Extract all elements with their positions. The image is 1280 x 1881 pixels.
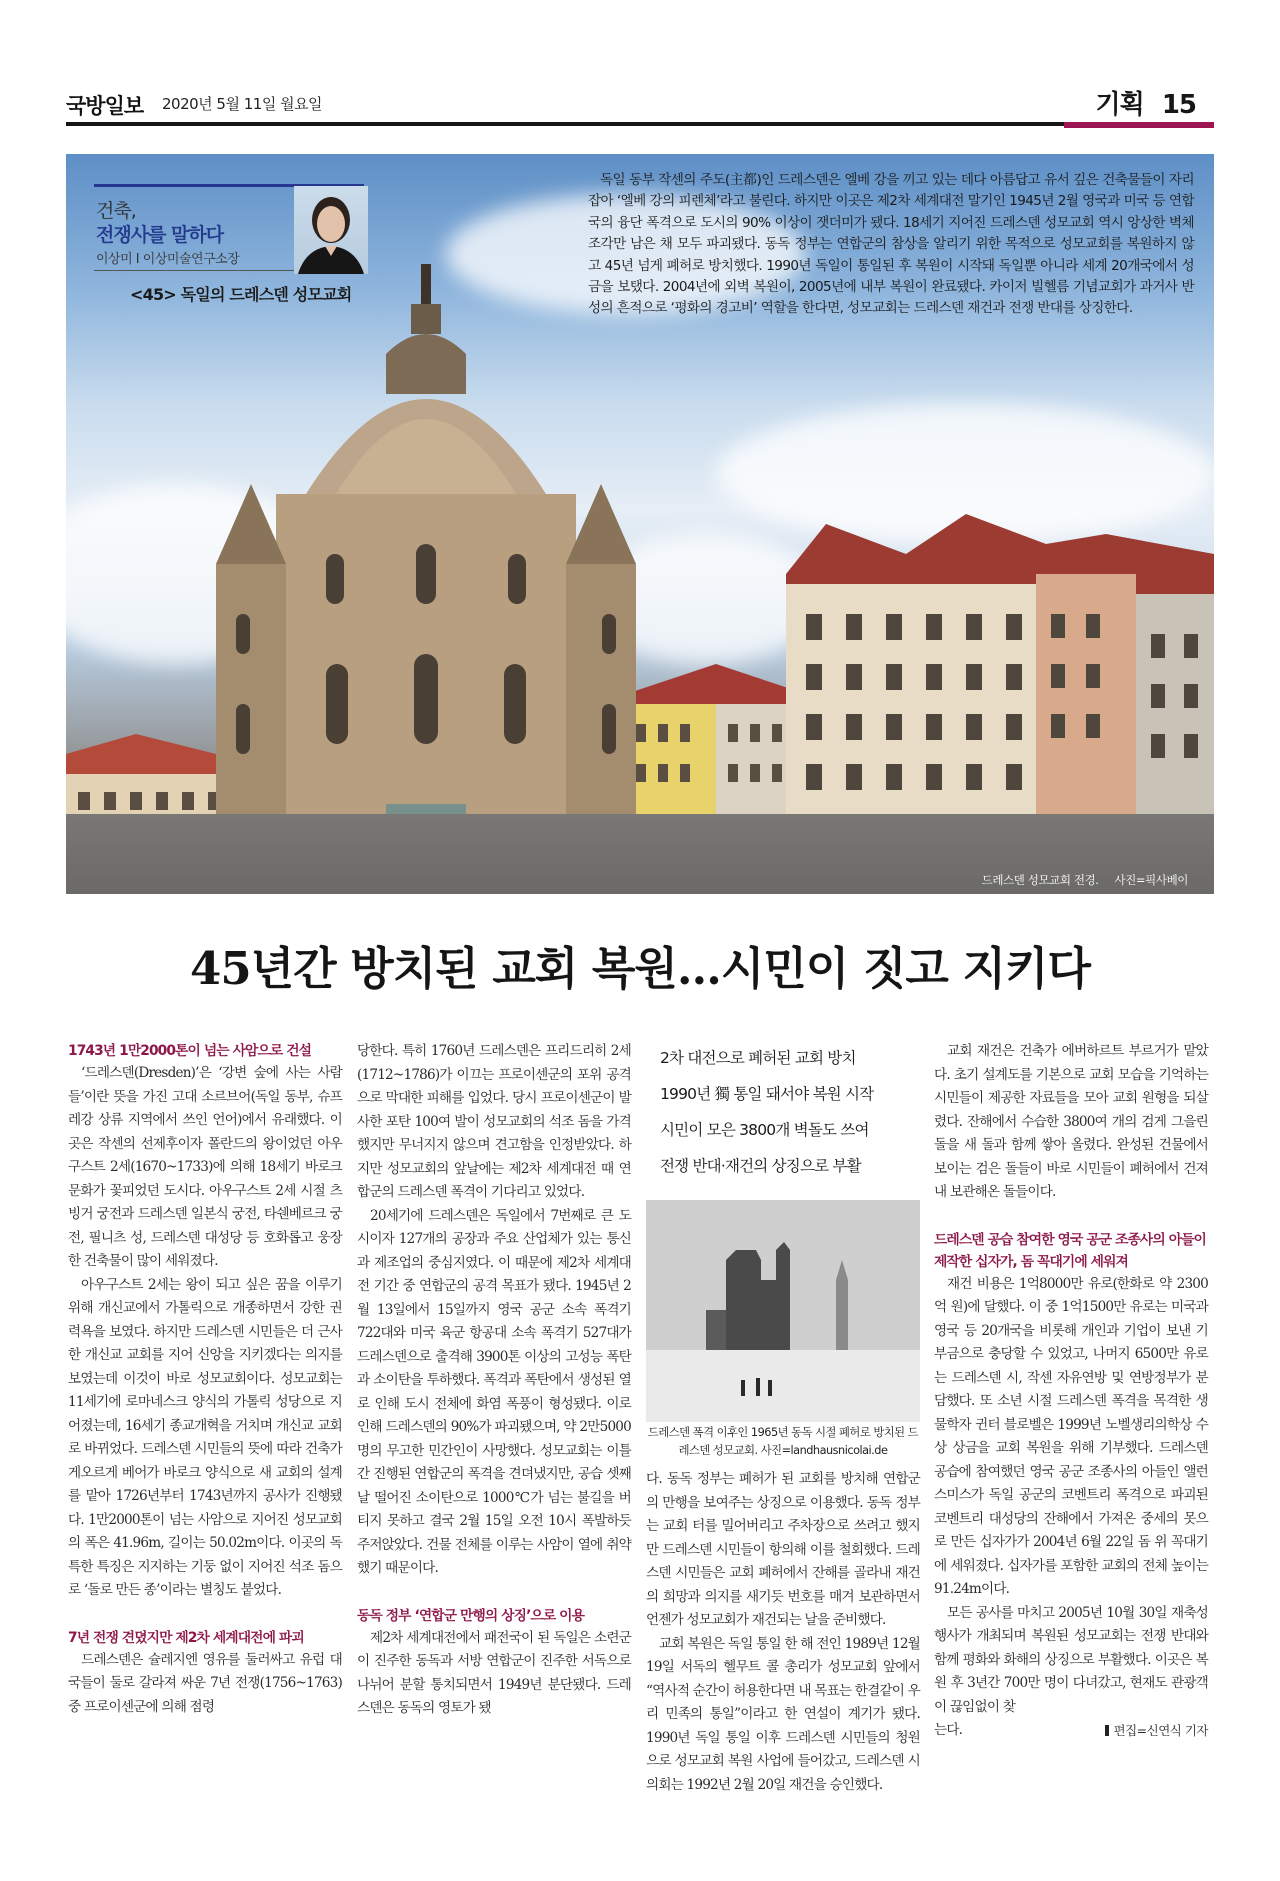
newspaper-logo: 국방일보 (66, 94, 144, 118)
section-name: 기획 (1095, 90, 1144, 120)
body-column-1 (68, 1040, 342, 1719)
masthead-rule (66, 122, 1166, 126)
body-paragraph: 당한다. 특히 1760년 드레스덴은 프리드리히 2세(1712~1786)가 이끄는 프로이센군의 포위 공격으로 막대한 피해를 입었다. 당시 프로이센군이 발사한 포탄 100여 발이 성모교회의 석조 돔을 가격했지만 무너지지 않으며 견고함을 인정받았다. 하지만 성모교회의 앞날에는 제2차 세계대전 때 연합군의 드레스덴 폭격이 기다리고 있었다. (357, 1043, 631, 1200)
sub-headline: 전쟁 반대·재건의 상징으로 부활 (660, 1157, 861, 1175)
series-kicker: 건축, (96, 200, 136, 222)
body-paragraph: ‘드레스덴(Dresden)’은 ‘강변 숲에 사는 사람들’이란 뜻을 가진 고대 소르브어(독일 동부, 슈프레강 상류 지역에서 쓰인 언어)에서 유래했다. 이곳은 작센의 선제후이자 폴란드의 왕이었던 아우구스트 2세(1670~1733)에 의해 18세기 바로크 문화가 꽃피었던 도시다. 아우구스트 2세 시절 츠빙거 궁전과 드레스덴 일본식 궁전, 타쉔베르크 궁전, 필니츠 성, 드레스덴 대성당 등 호화롭고 웅장한 건축물이 많이 세워졌다. (68, 1065, 342, 1269)
body-column-3 (646, 1040, 920, 1797)
subhead: 7년 전쟁 견뎠지만 제2차 세계대전에 파괴 (68, 1629, 304, 1646)
byline (1105, 1719, 1208, 1743)
series-author: 이상미 I 이상미술연구소장 (96, 252, 240, 267)
sub-headline: 1990년 獨 통일 돼서야 복원 시작 (660, 1085, 874, 1103)
body-column-2 (357, 1040, 631, 1721)
closing-word: 는다. (934, 1722, 963, 1738)
ruins-photo (646, 1200, 920, 1422)
hero-photo (66, 154, 1214, 894)
body-column-4 (934, 1040, 1208, 1743)
hero-photo-caption (982, 872, 1188, 888)
lead-paragraph: 독일 동부 작센의 주도(主都)인 드레스덴은 엘베 강을 끼고 있는 데다 아름답고 유서 깊은 건축물들이 자리 잡아 ‘엘베 강의 피렌체’라고 불린다. 하지만 이곳은 제2차 세계대전 말기인 1945년 2월 영국과 미국 등 연합국의 융단 폭격으로 도시의 90% 이상이 잿더미가 됐다. 18세기 지어진 드레스덴 성모교회 역시 앙상한 벽체 조각만 남은 채 모두 파괴됐다. 동독 정부는 연합군의 참상을 알리기 위한 목적으로 성모교회를 복원하지 않고 45년 넘게 폐허로 방치했다. 1990년 독일이 통일된 후 복원이 시작돼 독일뿐 아니라 세계 20개국에서 성금을 보탰다. 2004년에 외벽 복원이, 2005년에 내부 복원이 완료됐다. 카이저 빌헬름 기념교회가 과거사 반성의 흔적으로 ‘평화의 경고비’ 역할을 한다면, 성모교회는 드레스덴 재건과 전쟁 반대를 상징한다. (588, 172, 1194, 317)
body-paragraph: 교회 재건은 건축가 에버하르트 부르거가 맡았다. 초기 설계도를 기본으로 교회 모습을 기억하는 시민들이 제공한 자료들을 모아 교회 원형을 되살렸다. 잔해에서 수습한 3800여 개의 검게 그을린 돌을 새 돌과 함께 쌓아 올렸다. 완성된 건물에서 보이는 검은 돌들이 바로 시민들이 폐허에서 건져내 보관해온 돌들이다. (934, 1043, 1208, 1200)
body-paragraph: 재건 비용은 1억8000만 유로(한화로 약 2300억 원)에 달했다. 이 중 1억1500만 유로는 미국과 영국 등 20개국을 비롯해 개인과 기업이 보낸 기부금으로 충당할 수 있었고, 나머지 6500만 유로는 드레스덴 시, 작센 자유연방 및 연방정부가 분담했다. 또 소년 시절 드레스덴 폭격을 목격한 생물학자 귄터 블로벨은 1999년 노벨생리의학상 수상 상금을 교회 복원을 위해 기부했다. 드레스덴 공습에 참여했던 영국 공군 조종사의 아들인 앨런 스미스가 독일 공군의 코벤트리 폭격으로 파괴된 코벤트리 대성당의 잔해에서 가져온 중세의 못으로 만든 십자가가 2004년 6월 22일 돔 위 꼭대기에 세워졌다. 십자가를 포함한 교회의 전체 높이는 91.24m이다. (934, 1275, 1208, 1597)
author-portrait (294, 186, 368, 274)
hero-photo-credit: 사진=픽사베이 (1114, 873, 1188, 887)
issue-date: 2020년 5월 11일 월요일 (162, 95, 323, 113)
body-paragraph: 모든 공사를 마치고 2005년 10월 30일 재축성 행사가 개최되며 복원된 성모교회는 전쟁 반대와 함께 평화와 화해의 상징으로 부활했다. 이곳은 복원 후 3년간 700만 명이 다녀갔고, 현재도 관광객이 끊임없이 찾 (934, 1604, 1208, 1715)
article-headline: 45년간 방치된 교회 복원…시민이 짓고 지키다 (190, 942, 1090, 995)
section-accent-rule (1064, 122, 1214, 128)
subhead: 1743년 1만2000톤이 넘는 사암으로 건설 (68, 1043, 312, 1059)
body-paragraph: 제2차 세계대전에서 패전국이 된 독일은 소련군이 진주한 동독과 서방 연합군이 진주한 서독으로 나뉘어 분할 통치되면서 1949년 분단됐다. 드레스덴은 동독의 영토가 됐 (357, 1629, 631, 1716)
frauenkirche-illustration (216, 264, 636, 894)
series-title: 전쟁사를 말하다 (96, 224, 224, 246)
church-ruins-illustration (646, 1200, 920, 1422)
sub-headline: 2차 대전으로 폐허된 교회 방치 (660, 1049, 856, 1067)
body-paragraph: 다. 동독 정부는 폐허가 된 교회를 방치해 연합군의 만행을 보여주는 상징으로 이용했다. 동독 정부는 교회 터를 밀어버리고 주차장으로 쓰려고 했지만 드레스덴 시민들이 항의해 이를 철회했다. 드레스덴 시민들은 교회 폐허에서 잔해를 골라내 재건의 희망과 의지를 새기듯 번호를 매겨 보관하면서 언젠가 성모교회가 재건되는 날을 준비했다. (646, 1471, 920, 1628)
subhead: 드레스덴 공습 참여한 영국 공군 조종사의 아들이 제작한 십자가, 돔 꼭대기에 세워져 (934, 1231, 1206, 1270)
section-label (1096, 84, 1196, 121)
masthead (66, 84, 1214, 120)
ruins-photo-caption (646, 1424, 920, 1460)
hero-caption-text: 드레스덴 성모교회 전경. (981, 873, 1099, 887)
byline-marker-icon (1105, 1725, 1109, 1736)
byline-text: 편집=신연식 기자 (1113, 1723, 1208, 1738)
page-number: 15 (1161, 90, 1196, 120)
ruins-caption-text: 드레스덴 폭격 이후인 1965년 동독 시절 폐허로 방치된 드레스덴 성모교회. (647, 1426, 919, 1457)
series-box (94, 174, 394, 314)
sub-headline-block (646, 1040, 920, 1184)
body-paragraph: 20세기에 드레스덴은 독일에서 7번째로 큰 도시이자 127개의 공장과 주요 산업체가 있는 통신과 제조업의 중심지였다. 이 때문에 제2차 세계대전 기간 중 연합군의 공격 목표가 됐다. 1945년 2월 13일에서 15일까지 영국 공군 소속 폭격기 722대와 미국 육군 항공대 소속 폭격기 527대가 드레스덴으로 출격해 3900톤 이상의 고성능 폭탄과 소이탄을 투하했다. 폭격과 폭탄에서 생성된 열로 인해 도시 전체에 화염 폭풍이 형성됐다. 이로 인해 드레스덴의 90%가 파괴됐으며, 약 2만5000명의 무고한 민간인이 사망했다. 성모교회는 이틀간 진행된 연합군의 폭격을 견뎌냈지만, 공습 셋째 날 떨어진 소이탄으로 1000℃가 넘는 불길을 버티지 못하고 결국 2월 15일 오전 10시 폭발하듯 주저앉았다. 건물 전체를 이루는 사암이 열에 취약했기 때문이다. (357, 1207, 631, 1576)
person-icon (294, 186, 368, 274)
body-paragraph: 드레스덴은 슐레지엔 영유를 둘러싸고 유럽 대국들이 둘로 갈라져 싸운 7년 전쟁(1756~1763) 중 프로이센군에 의해 점령 (68, 1651, 342, 1715)
body-paragraph: 아우구스트 2세는 왕이 되고 싶은 꿈을 이루기 위해 개신교에서 가톨릭으로 개종하면서 강한 권력욕을 보였다. 하지만 드레스덴 시민들은 더 근사한 개신교 교회를 지어 신앙을 지키겠다는 의지를 보였는데 이것이 바로 성모교회이다. 성모교회는 11세기에 로마네스크 양식의 가톨릭 성당으로 지어졌는데, 16세기 종교개혁을 거치며 개신교 교회로 바뀌었다. 드레스덴 시민들의 뜻에 따라 건축가 게오르게 베어가 바로크 양식으로 새 교회의 설계를 맡아 1726년부터 1743년까지 공사가 진행됐다. 1만2000톤이 넘는 사암으로 지어진 성모교회의 폭은 41.96m, 길이는 50.02m이다. 이곳의 독특한 특징은 지지하는 기둥 없이 지어진 석조 돔으로 ‘돌로 만든 종’이라는 별칭도 붙었다. (68, 1276, 342, 1598)
closing-line (934, 1719, 1208, 1743)
sub-headline: 시민이 모은 3800개 벽돌도 쓰여 (660, 1121, 869, 1139)
ruins-photo-credit: 사진=landhausnicolai.de (760, 1444, 888, 1457)
subhead: 동독 정부 ‘연합군 만행의 상징’으로 이용 (357, 1607, 585, 1624)
series-episode-title: <45> 독일의 드레스덴 성모교회 (130, 285, 352, 304)
body-paragraph: 교회 복원은 독일 통일 한 해 전인 1989년 12월 19일 서독의 헬무트 콜 총리가 성모교회 앞에서 “역사적 순간이 허용한다면 내 목표는 한결같이 우리 민족의 통일”이라고 한 연설이 계기가 됐다. 1990년 독일 통일 이후 드레스덴 시민들의 청원으로 성모교회 복원 사업에 들어갔고, 드레스덴 시의회는 1992년 2월 20일 재건을 승인했다. (646, 1635, 920, 1793)
